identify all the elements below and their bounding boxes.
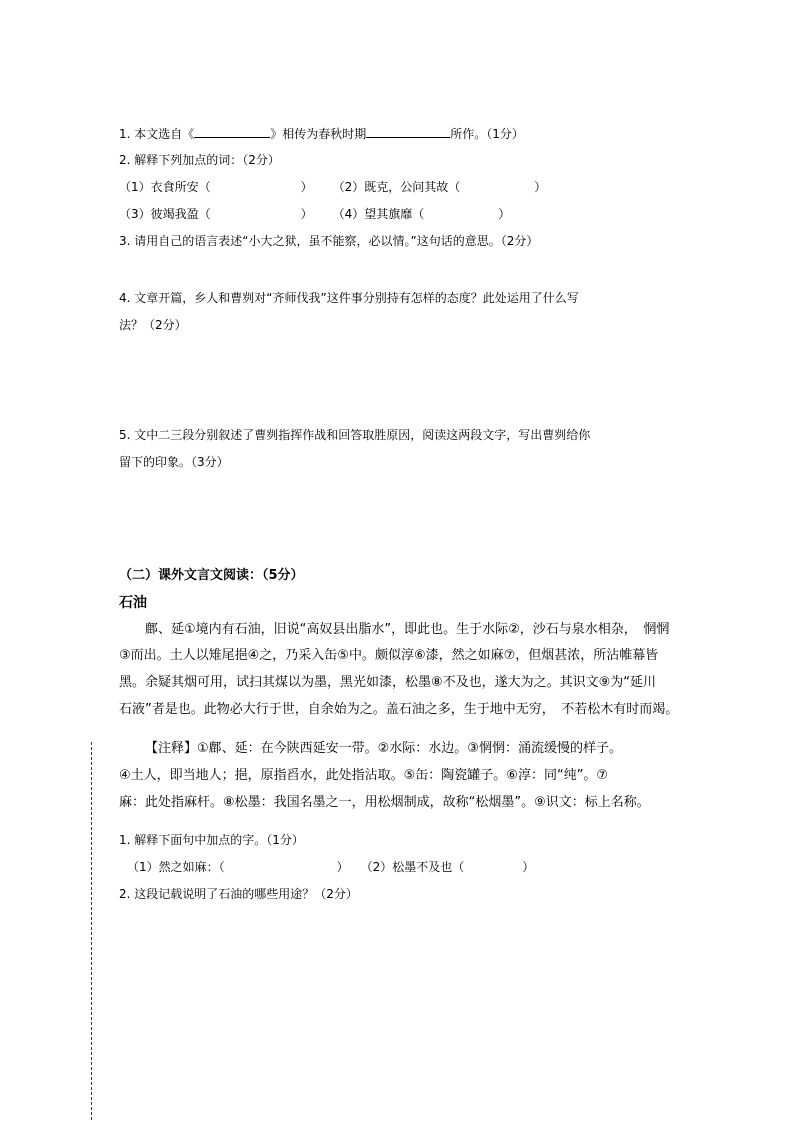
- q2-item-4-close: ）: [498, 207, 511, 221]
- notes-line-1: 【注释】①鄜、延：在今陕西延安一带。②水际：水边。③惘惘：涌流缓慢的样子。: [145, 741, 622, 756]
- s2-question-1-title: 1. 解释下面句中加点的字。（1分）: [119, 833, 304, 847]
- q2-item-3-close: ）: [300, 207, 313, 221]
- notes-line-3: 麻：此处指麻杆。⑧松墨：我国名墨之一，用松烟制成，故称“松烟墨”。⑨识文：标上名称。: [119, 795, 650, 810]
- question-2-row-1: [119, 179, 546, 195]
- q1-text-c: 所作。（1分）: [450, 127, 524, 141]
- question-4-line-2: 法？（2分）: [119, 318, 187, 332]
- question-1: [119, 125, 524, 142]
- passage-line-1: 鄜、延①境内有石油，旧说“高奴县出脂水”，即此也。生于水际②，沙石与泉水相杂， 惘惘: [145, 622, 670, 637]
- notes-line-2: ④土人，即当地人；挹，原指舀水，此处指沾取。⑤缶：陶瓷罐子。⑥淳：同“纯”。⑦: [119, 768, 609, 783]
- question-5-line-1: 5. 文中二三段分别叙述了曹刿指挥作战和回答取胜原因，阅读这两段文字，写出曹刿给你: [119, 428, 591, 442]
- question-4-line-1: 4. 文章开篇，乡人和曹刿对“齐师伐我”这件事分别持有怎样的态度？此处运用了什么写: [119, 291, 579, 305]
- q2-item-4: （4）望其旗靡（: [332, 207, 425, 221]
- passage-title: 石油: [119, 595, 147, 611]
- question-3: 3. 请用自己的语言表述“小大之狱，虽不能察，必以情。”这句话的意思。（2分）: [119, 234, 539, 248]
- s2-question-1-items: [127, 859, 534, 875]
- q2-item-1: （1）衣食所安（: [119, 180, 211, 194]
- answer-blank-book[interactable]: [194, 125, 270, 138]
- q2-item-3: （3）彼竭我盈（: [119, 207, 211, 221]
- binding-margin-line: [91, 742, 92, 1120]
- section-2-heading: （二）课外文言文阅读：（5分）: [119, 568, 304, 583]
- question-2-row-2: [119, 206, 510, 222]
- q2-item-1-close: ）: [300, 180, 313, 194]
- question-5-line-2: 留下的印象。（3分）: [119, 455, 229, 469]
- passage-line-2: ③而出。土人以雉尾挹④之，乃采入缶⑤中。颇似淳⑥漆，然之如麻⑦，但烟甚浓，所沾帷幕皆: [119, 648, 659, 663]
- q1-text-a: 1. 本文选自《: [119, 127, 195, 141]
- q2-item-2: （2）既克，公问其故（: [332, 180, 461, 194]
- answer-blank-author[interactable]: [366, 125, 450, 138]
- passage-line-4: 石液”者是也。此物必大行于世，自余始为之。盖石油之多，生于地中无穷， 不若松木有时而竭。: [119, 702, 679, 717]
- s2-q1-item-1: （1）然之如麻：（: [127, 860, 225, 874]
- q2-item-2-close: ）: [534, 180, 547, 194]
- s2-q1-item-2-close: ）: [522, 860, 535, 874]
- passage-line-3: 黑。余疑其烟可用，试扫其煤以为墨，黑光如漆，松墨⑧不及也，遂大为之。其识文⑨为“延川: [119, 675, 657, 690]
- s2-question-2: 2. 这段记载说明了石油的哪些用途？（2分）: [119, 887, 358, 901]
- s2-q1-item-1-close: ）: [336, 860, 349, 874]
- s2-q1-item-2: （2）松墨不及也（: [360, 860, 465, 874]
- q1-text-b: 》相传为春秋时期: [270, 127, 367, 141]
- question-2-title: 2. 解释下列加点的词：（2分）: [119, 153, 280, 167]
